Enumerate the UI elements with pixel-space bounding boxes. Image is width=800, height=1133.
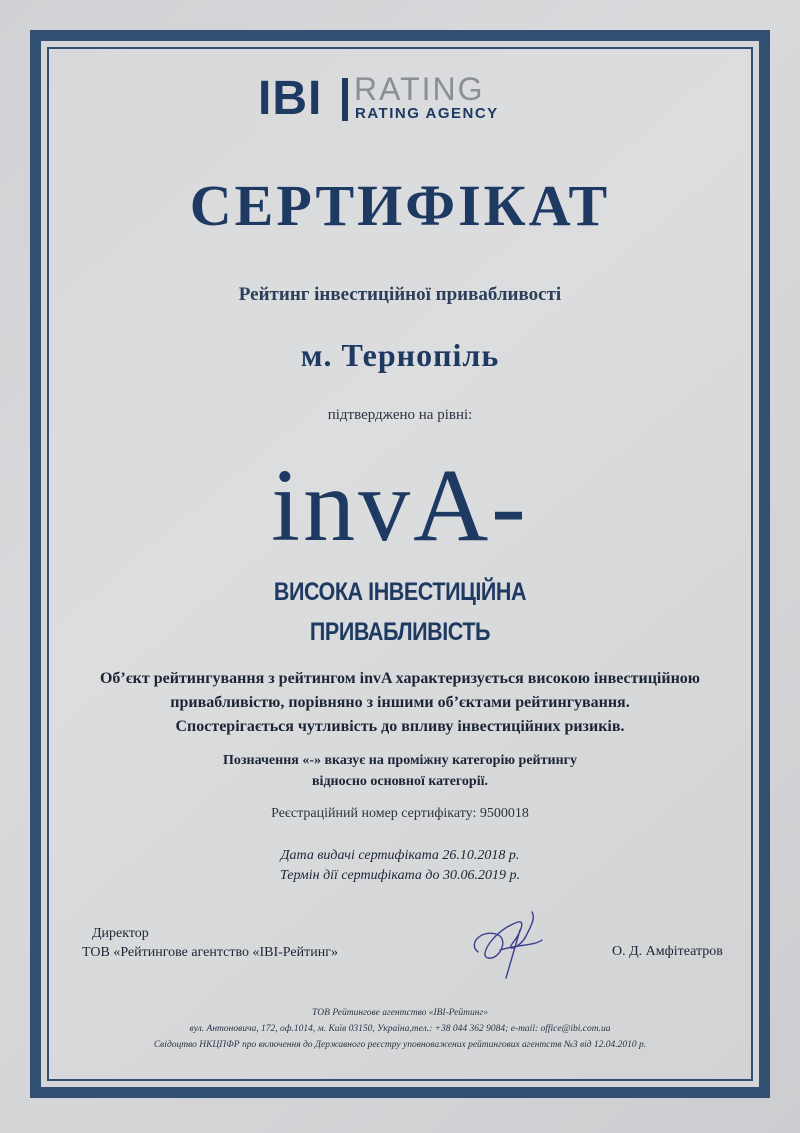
footer-license: Свідоцтво НКЦПФР про включення до Державного реєстру уповноважених рейтингових агентств №3 від 12.04.2010 р. [153, 1040, 647, 1050]
certificate-dates [0, 846, 800, 886]
description-line: Об’єкт рейтингування з рейтингом invA характеризується високою інвестиційною [99, 670, 701, 687]
director-role: Директор [92, 926, 149, 941]
note-line: Позначення «-» вказує на проміжну категорію рейтингу [223, 753, 577, 768]
registration-number: Реєстраційний номер сертифікату: 9500018 [271, 806, 529, 821]
footer-address: вул. Антоновича, 172, оф.1014, м. Київ 03150, Україна,тел.: +38 044 362 9084; e-mail: office@ibi.com.ua [189, 1024, 611, 1034]
rating-note [0, 750, 800, 792]
signer-name: О. Д. Амфітеатров [612, 944, 723, 959]
signature-image [460, 900, 570, 980]
rating-level-line1: ВИСОКА ІНВЕСТИЦІЙНА [273, 578, 527, 606]
rating-grade: invA- [271, 448, 529, 563]
logo-brand: IBI [258, 72, 323, 125]
certificate-subtitle: Рейтинг інвестиційної привабливості [238, 284, 562, 305]
logo-divider [342, 78, 348, 121]
issue-date: Дата видачі сертифіката 26.10.2018 р. [280, 848, 520, 863]
confirmed-text: підтверджено на рівні: [327, 407, 473, 423]
logo-tagline: RATING AGENCY [355, 105, 499, 122]
description-line: привабливістю, порівняно з іншими об’єктами рейтингування. [170, 694, 630, 711]
director-company: ТОВ «Рейтингове агентство «IBI-Рейтинг» [82, 945, 338, 960]
footer-company: ТОВ Рейтингове агентство «IBI-Рейтинг» [312, 1008, 488, 1018]
footer [0, 1005, 800, 1053]
director-block [82, 924, 338, 962]
logo-word: RATING [354, 71, 485, 107]
city-name: м. Тернопіль [300, 337, 500, 373]
rating-description [0, 667, 800, 739]
certificate-title: СЕРТИФІКАТ [189, 173, 611, 238]
ibi-rating-logo [258, 71, 548, 125]
rating-level [56, 572, 744, 652]
valid-until-date: Термін дії сертифіката до 30.06.2019 р. [280, 868, 520, 883]
note-line: відносно основної категорії. [312, 774, 488, 789]
rating-level-line2: ПРИВАБЛИВІСТЬ [309, 618, 491, 646]
description-line: Спостерігається чутливість до впливу інвестиційних ризиків. [175, 718, 625, 735]
